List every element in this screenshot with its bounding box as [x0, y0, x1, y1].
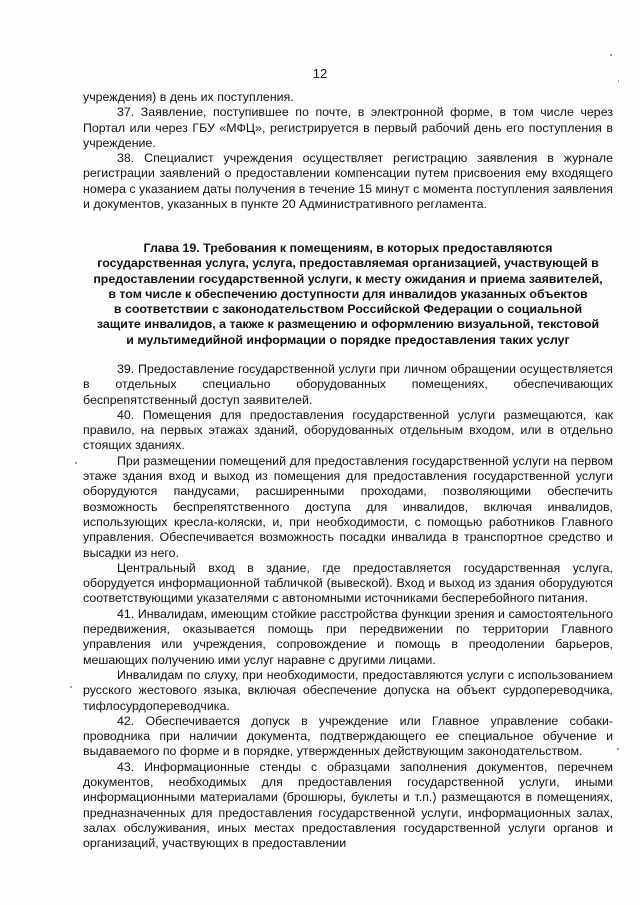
chapter-title-line: предоставлении государственной услуги, к месту ожидания и приема заявителей, [93, 271, 603, 286]
chapter-19-heading [83, 241, 613, 348]
paragraph-38: 38. Специалист учреждения осуществляет регистрацию заявления в журнале регистрации заявлений о предоставлении компенсации путем присвоения ему входящего номера с указанием даты получения в течение 15 минут с момента поступления заявления и документов, указанных в пункте 20 Административного регламента. [83, 151, 613, 212]
top-text-block [83, 90, 613, 212]
paragraph-43: 43. Информационные стенды с образцами заполнения документов, перечнем документов, необходимых для предоставления государственной услуги, иными информационными материалами (брошюры, буклеты и т.п.) размещаются в помещениях, предназначенных для предоставления государственной услуги, информационных залах, залах обслуживания, иных местах предоставления государственной услуги органов и организаций, участвующих в предоставлении [83, 759, 613, 851]
paragraph-41-hearing: Инвалидам по слуху, при необходимости, предоставляются услуги с использованием русского жестового языка, включая обеспечение допуска на объект сурдопереводчика, тифлосурдопереводчика. [83, 667, 613, 713]
scan-speck [70, 686, 72, 688]
chapter-title-line: государственная услуга, услуга, предоставляемая организацией, участвующей в [97, 256, 599, 271]
scan-speck [75, 462, 77, 464]
scan-speck [618, 80, 619, 82]
main-text-block [83, 362, 613, 852]
chapter-title-line: защите инвалидов, а также к размещению и оформлению визуальной, текстовой [96, 317, 600, 332]
paragraph-42: 42. Обеспечивается допуск в учреждение или Главное управление собаки-проводника при наличии документа, подтверждающего ее специальное обучение и выдаваемого по форме и в порядке, утвержденных действующим законодательством. [83, 713, 613, 759]
paragraph-40-entrance: Центральный вход в здание, где предоставляется государственная услуга, оборудуется информационной табличкой (вывеской). Вход и выход из здания оборудуются соответствующими указателями с автономными источниками бесперебойного питания. [83, 560, 613, 606]
scan-speck [617, 748, 619, 750]
paragraph-39: 39. Предоставление государственной услуги при личном обращении осуществляется в отдельных специально оборудованных помещениях, обеспечивающих беспрепятственный доступ заявителей. [83, 362, 613, 407]
paragraph-41: 41. Инвалидам, имеющим стойкие расстройства функции зрения и самостоятельного передвижения, оказывается помощь при передвижении по территории Главного управления или учреждения, сопровождение и помощь в преодолении барьеров, мешающих получению ими услуг наравне с другими лицами. [83, 606, 613, 667]
chapter-title-line: Глава 19. Требования к помещениям, в которых предоставляются [143, 241, 553, 255]
chapter-title-line: в соответствии с законодательством Российской Федерации о социальной [113, 302, 583, 317]
chapter-title-line: и мультимедийной информации о порядке предоставления таких услуг [126, 332, 570, 347]
chapter-title-line: в том числе к обеспечению доступности для инвалидов указанных объектов [108, 286, 588, 301]
scan-speck [610, 54, 612, 56]
page-number: 12 [312, 66, 328, 81]
paragraph-40-placement: При размещении помещений для предоставления государственной услуги на первом этаже здания вход и выход из помещения для предоставления государственной услуги оборудуются пандусами, расширенными проходами, позволяющими обеспечить возможность беспрепятственного доступа для инвалидов, включая инвалидов, использующих кресла-коляски, и, при необходимости, с помощью работников Главного управления. Обеспечивается возможность посадки инвалида в транспортное средство и высадки из него. [83, 453, 613, 560]
paragraph-40: 40. Помещения для предоставления государственной услуги размещаются, как правило, на первых этажах зданий, оборудованных отдельным входом, или в отдельно стоящих зданиях. [83, 407, 613, 453]
paragraph-37: 37. Заявление, поступившее по почте, в электронной форме, в том числе через Портал или через ГБУ «МФЦ», регистрируется в первый рабочий день его поступления в учреждение. [83, 105, 613, 150]
paragraph-continuation: учреждения) в день их поступления. [83, 90, 294, 104]
